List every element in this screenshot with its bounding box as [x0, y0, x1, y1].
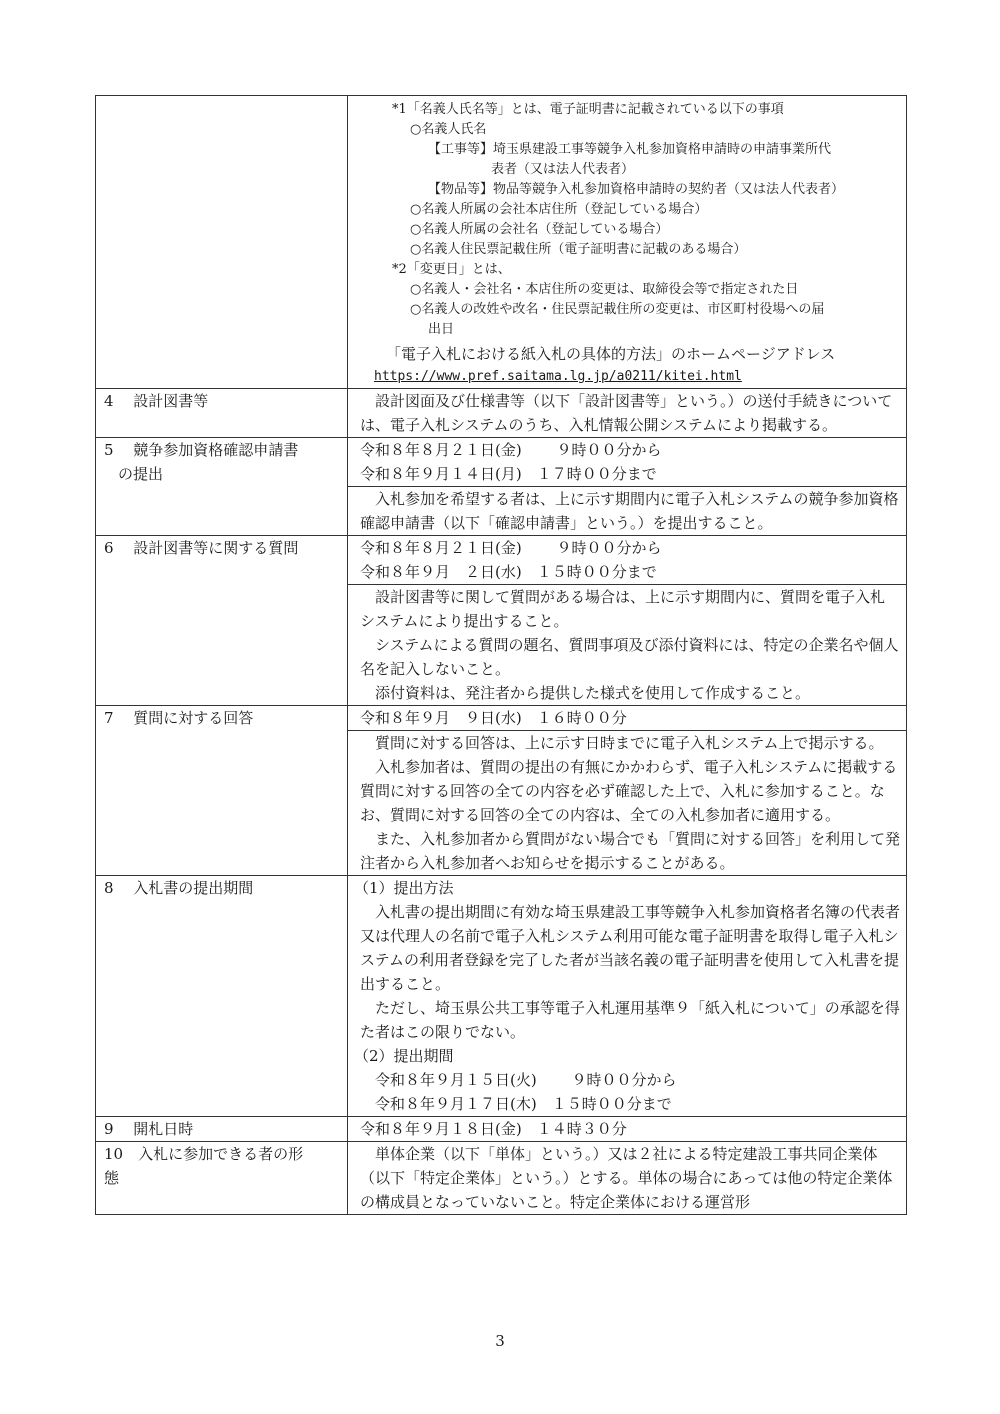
- row9-content: [348, 1117, 907, 1142]
- row8-subheading-period: （2）提出期間: [354, 1047, 454, 1065]
- row8-label: 8 入札書の提出期間: [96, 876, 348, 1117]
- row9-label: 9 開札日時: [96, 1117, 348, 1142]
- row5-content: [348, 487, 907, 536]
- row7-content: [348, 731, 907, 876]
- note2-item: ○名義人・会社名・本店住所の変更は、取締役会等で指定された日: [410, 282, 799, 297]
- row6-date-to: 令和８年９月 ２日(水) １５時００分まで: [360, 563, 657, 581]
- table-row: [96, 389, 907, 438]
- homepage-label: 「電子入札における紙入札の具体的方法」のホームページアドレス: [386, 345, 836, 363]
- row6-paragraph: 設計図書等に関して質問がある場合は、上に示す期間内に、質問を電子入札システムにより提出すること。: [360, 588, 886, 630]
- row10-label-line1: 10 入札に参加できる者の形: [104, 1145, 304, 1163]
- note2-item: ○名義人の改姓や改名・住民票記載住所の変更は、市区町村役場への届: [410, 302, 825, 317]
- row7-dates: [348, 706, 907, 731]
- row6-paragraph: 添付資料は、発注者から提供した様式を使用して作成すること。: [375, 684, 811, 702]
- row8-date-to: 令和８年９月１７日(木) １５時００分まで: [375, 1095, 672, 1113]
- row6-date-from: 令和８年８月２１日(金) ９時００分から: [360, 539, 662, 557]
- row10-content: [348, 1142, 907, 1215]
- row5-label-line2: の提出: [118, 465, 164, 483]
- row6-dates: [348, 536, 907, 585]
- row6-content: [348, 585, 907, 706]
- row5-label-line1: 5 競争参加資格確認申請書: [104, 441, 299, 459]
- page-number: 3: [495, 1332, 505, 1350]
- table-row: [96, 536, 907, 585]
- homepage-url-text[interactable]: https://www.pref.saitama.lg.jp/a0211/kitei.html: [374, 369, 742, 384]
- table-row: [96, 1142, 907, 1215]
- note2-heading: *2「変更日」とは、: [392, 262, 511, 277]
- note1-item: 【工事等】埼玉県建設工事等競争入札参加資格申請時の申請事業所代: [428, 142, 832, 157]
- homepage-url-link[interactable]: [348, 366, 906, 388]
- row5-date-from: 令和８年８月２１日(金) ９時００分から: [360, 441, 662, 459]
- notes-cell: [348, 96, 907, 389]
- row10-label: [96, 1142, 348, 1215]
- row7-label: 7 質問に対する回答: [96, 706, 348, 876]
- note1-heading: *1「名義人氏名等」とは、電子証明書に記載されている以下の事項: [392, 102, 784, 117]
- table-row: [96, 1117, 907, 1142]
- row9-datetime: 令和８年９月１８日(金) １４時３０分: [360, 1120, 627, 1138]
- row8-content: [348, 876, 907, 1117]
- row7-datetime: 令和８年９月 ９日(水) １６時００分: [360, 709, 627, 727]
- note1-item: ○名義人氏名: [410, 122, 487, 137]
- note1-item: 【物品等】物品等競争入札参加資格申請時の契約者（又は法人代表者）: [428, 182, 845, 197]
- row4-paragraph: 設計図面及び仕様書等（以下「設計図書等」という。）の送付手続きについては、電子入札システムのうち、入札情報公開システムにより掲載する。: [360, 392, 893, 434]
- conditions-table: [95, 95, 907, 1215]
- note1-item: ○名義人所属の会社名（登記している場合）: [410, 222, 669, 237]
- note1-item: ○名義人所属の会社本店住所（登記している場合）: [410, 202, 708, 217]
- row5-dates: [348, 438, 907, 487]
- label-cell-empty: [96, 96, 348, 389]
- row5-date-to: 令和８年９月１４日(月) １７時００分まで: [360, 465, 657, 483]
- row7-paragraph: 入札参加者は、質問の提出の有無にかかわらず、電子入札システムに掲載する質問に対する回答の全ての内容を必ず確認した上で、入札に参加すること。なお、質問に対する回答の全ての内容は、全ての入札参加者に適用する。: [360, 758, 898, 824]
- note1-item: 表者（又は法人代表者）: [491, 162, 635, 177]
- table-row: [96, 96, 907, 389]
- row10-label-line2: 態: [104, 1169, 120, 1187]
- row8-date-from: 令和８年９月１５日(火) ９時００分から: [375, 1071, 677, 1089]
- table-row: [96, 706, 907, 731]
- row5-paragraph: 入札参加を希望する者は、上に示す期間内に電子入札システムの競争参加資格確認申請書（以下「確認申請書」という。）を提出すること。: [360, 490, 899, 532]
- note1-item: ○名義人住民票記載住所（電子証明書に記載のある場合）: [410, 242, 747, 257]
- row7-paragraph: 質問に対する回答は、上に示す日時までに電子入札システム上で掲示する。: [375, 734, 884, 752]
- row6-paragraph: システムによる質問の題名、質問事項及び添付資料には、特定の企業名や個人名を記入しないこと。: [360, 636, 899, 678]
- table-row: [96, 438, 907, 487]
- note2-item: 出日: [428, 322, 455, 337]
- row5-label: [96, 438, 348, 536]
- row8-paragraph: 入札書の提出期間に有効な埼玉県建設工事等競争入札参加資格者名簿の代表者又は代理人の名前で電子入札システム利用可能な電子証明書を取得し電子入札システムの利用者登録を完了した者が当該名義の電子証明書を使用して入札書を提出すること。: [360, 903, 901, 993]
- row6-label: 6 設計図書等に関する質問: [96, 536, 348, 706]
- table-row: [96, 876, 907, 1117]
- row4-label: 4 設計図書等: [96, 389, 348, 438]
- row8-paragraph: ただし、埼玉県公共工事等電子入札運用基準９「紙入札について」の承認を得た者はこの限りでない。: [360, 999, 900, 1041]
- row4-content: [348, 389, 907, 438]
- row10-paragraph: 単体企業（以下「単体」という。）又は２社による特定建設工事共同企業体（以下「特定企業体」という。）とする。単体の場合にあっては他の特定企業体の構成員となっていないこと。特定企業体における運営形: [360, 1145, 893, 1211]
- row7-paragraph: また、入札参加者から質問がない場合でも「質問に対する回答」を利用して発注者から入札参加者へお知らせを掲示することがある。: [360, 830, 901, 872]
- row8-subheading-method: （1）提出方法: [354, 879, 454, 897]
